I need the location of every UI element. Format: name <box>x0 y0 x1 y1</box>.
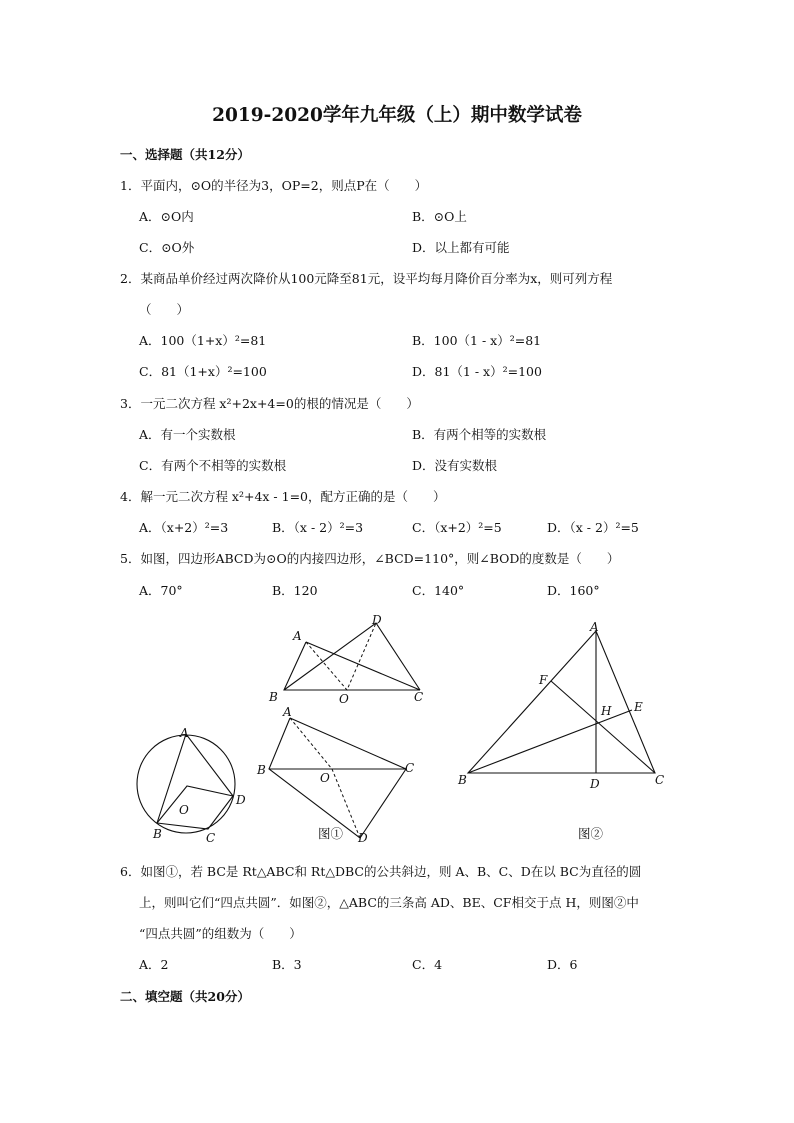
fig2-caption: 图② <box>578 826 604 841</box>
circle-label-d: D <box>236 793 246 807</box>
section-2-heading: 二、填空题（共20分） <box>120 989 250 1004</box>
q3-option-c: C．有两个不相等的实数根 <box>139 458 287 473</box>
circle-label-b: B <box>153 827 162 841</box>
q2-stem: 2．某商品单价经过两次降价从100元降至81元，设平均每月降价百分率为x，则可列方程 <box>120 271 613 286</box>
q2-option-b: B．100（1 - x）²=81 <box>412 333 542 348</box>
q1-stem: 1．平面内，⊙O的半径为3，OP=2，则点P在（ ） <box>120 178 428 193</box>
circle-figure <box>130 720 255 845</box>
figure-1-bottom <box>250 700 430 850</box>
circle-label-c: C <box>206 831 216 845</box>
q2-option-a: A．100（1+x）²=81 <box>139 333 267 348</box>
fig1-top-label-a: A <box>293 629 302 643</box>
circle-label-a: A <box>180 726 189 740</box>
fig2-label-h: H <box>601 704 612 718</box>
fig1-bottom-label-b: B <box>257 763 266 777</box>
triangle-abc <box>468 631 655 773</box>
q3-option-d: D．没有实数根 <box>412 458 498 473</box>
fig1-caption: 图① <box>318 826 344 841</box>
section-1-heading: 一、选择题（共12分） <box>120 147 250 162</box>
figure-2 <box>450 618 680 848</box>
circle-o <box>137 735 235 833</box>
q2-stem-continued: （ ） <box>139 302 190 317</box>
fig2-label-c: C <box>655 773 665 787</box>
q6-stem-line2: 上，则叫它们“四点共圆”．如图②，△ABC的三条高 AD、BE、CF相交于点 H，则图②中 <box>139 895 639 910</box>
q4-stem: 4．解一元二次方程 x²+4x - 1=0，配方正确的是（ ） <box>120 489 446 504</box>
quad-sides-bc-cd <box>157 796 233 829</box>
fig1-top-label-d: D <box>372 613 382 627</box>
fig1-top-bd-dc <box>284 623 420 690</box>
q1-option-d: D．以上都有可能 <box>412 240 510 255</box>
altitude-cf <box>551 681 655 773</box>
fig1-top-ac <box>306 642 420 690</box>
fig2-label-b: B <box>458 773 467 787</box>
q4-option-b: B．（x - 2）²=3 <box>272 520 364 535</box>
q5-option-d: D．160° <box>547 583 600 598</box>
q5-stem: 5．如图，四边形ABCD为⊙O的内接四边形，∠BCD=110°，则∠BOD的度数是（ ） <box>120 551 620 566</box>
q2-option-d: D．81（1 - x）²=100 <box>412 364 542 379</box>
fig1-bottom-label-o: O <box>320 771 330 785</box>
fig1-top-label-o: O <box>339 692 349 706</box>
q1-option-c: C．⊙O外 <box>139 240 195 255</box>
q4-option-c: C．（x+2）²=5 <box>412 520 502 535</box>
q6-option-b: B．3 <box>272 957 302 972</box>
fig1-bottom-quad <box>269 718 406 838</box>
q6-stem-line1: 6．如图①，若 BC是 Rt△ABC和 Rt△DBC的公共斜边，则 A、B、C、D在以 BC为直径的圆 <box>120 864 642 879</box>
q3-option-a: A．有一个实数根 <box>139 427 236 442</box>
q3-option-b: B．有两个相等的实数根 <box>412 427 547 442</box>
altitude-be <box>468 710 632 773</box>
q6-stem-line3: “四点共圆”的组数为（ ） <box>139 926 302 941</box>
q1-option-a: A．⊙O内 <box>139 209 194 224</box>
figure-1-top <box>265 612 435 707</box>
fig1-bottom-label-c: C <box>405 761 415 775</box>
circle-label-o: O <box>179 803 189 817</box>
fig2-label-a: A <box>590 620 599 634</box>
q4-option-d: D．（x - 2）²=5 <box>547 520 639 535</box>
q4-option-a: A．（x+2）²=3 <box>139 520 229 535</box>
fig1-top-ab-bc <box>284 642 420 690</box>
q5-option-b: B．120 <box>272 583 318 598</box>
q2-option-c: C．81（1+x）²=100 <box>139 364 267 379</box>
q5-option-a: A．70° <box>139 583 183 598</box>
fig1-bottom-label-a: A <box>283 705 292 719</box>
page-title: 2019-2020学年九年级（上）期中数学试卷 <box>212 105 582 126</box>
q6-option-c: C．4 <box>412 957 443 972</box>
fig1-top-label-c: C <box>414 690 424 704</box>
fig1-bottom-label-d: D <box>358 831 368 845</box>
q5-option-c: C．140° <box>412 583 465 598</box>
fig2-label-d: D <box>590 777 600 791</box>
q6-option-d: D．6 <box>547 957 578 972</box>
fig2-label-e: E <box>634 700 643 714</box>
q6-option-a: A．2 <box>139 957 169 972</box>
q1-option-b: B．⊙O上 <box>412 209 467 224</box>
q3-stem: 3．一元二次方程 x²+2x+4=0的根的情况是（ ） <box>120 396 419 411</box>
fig1-top-label-b: B <box>269 690 278 704</box>
fig2-label-f: F <box>539 673 548 687</box>
